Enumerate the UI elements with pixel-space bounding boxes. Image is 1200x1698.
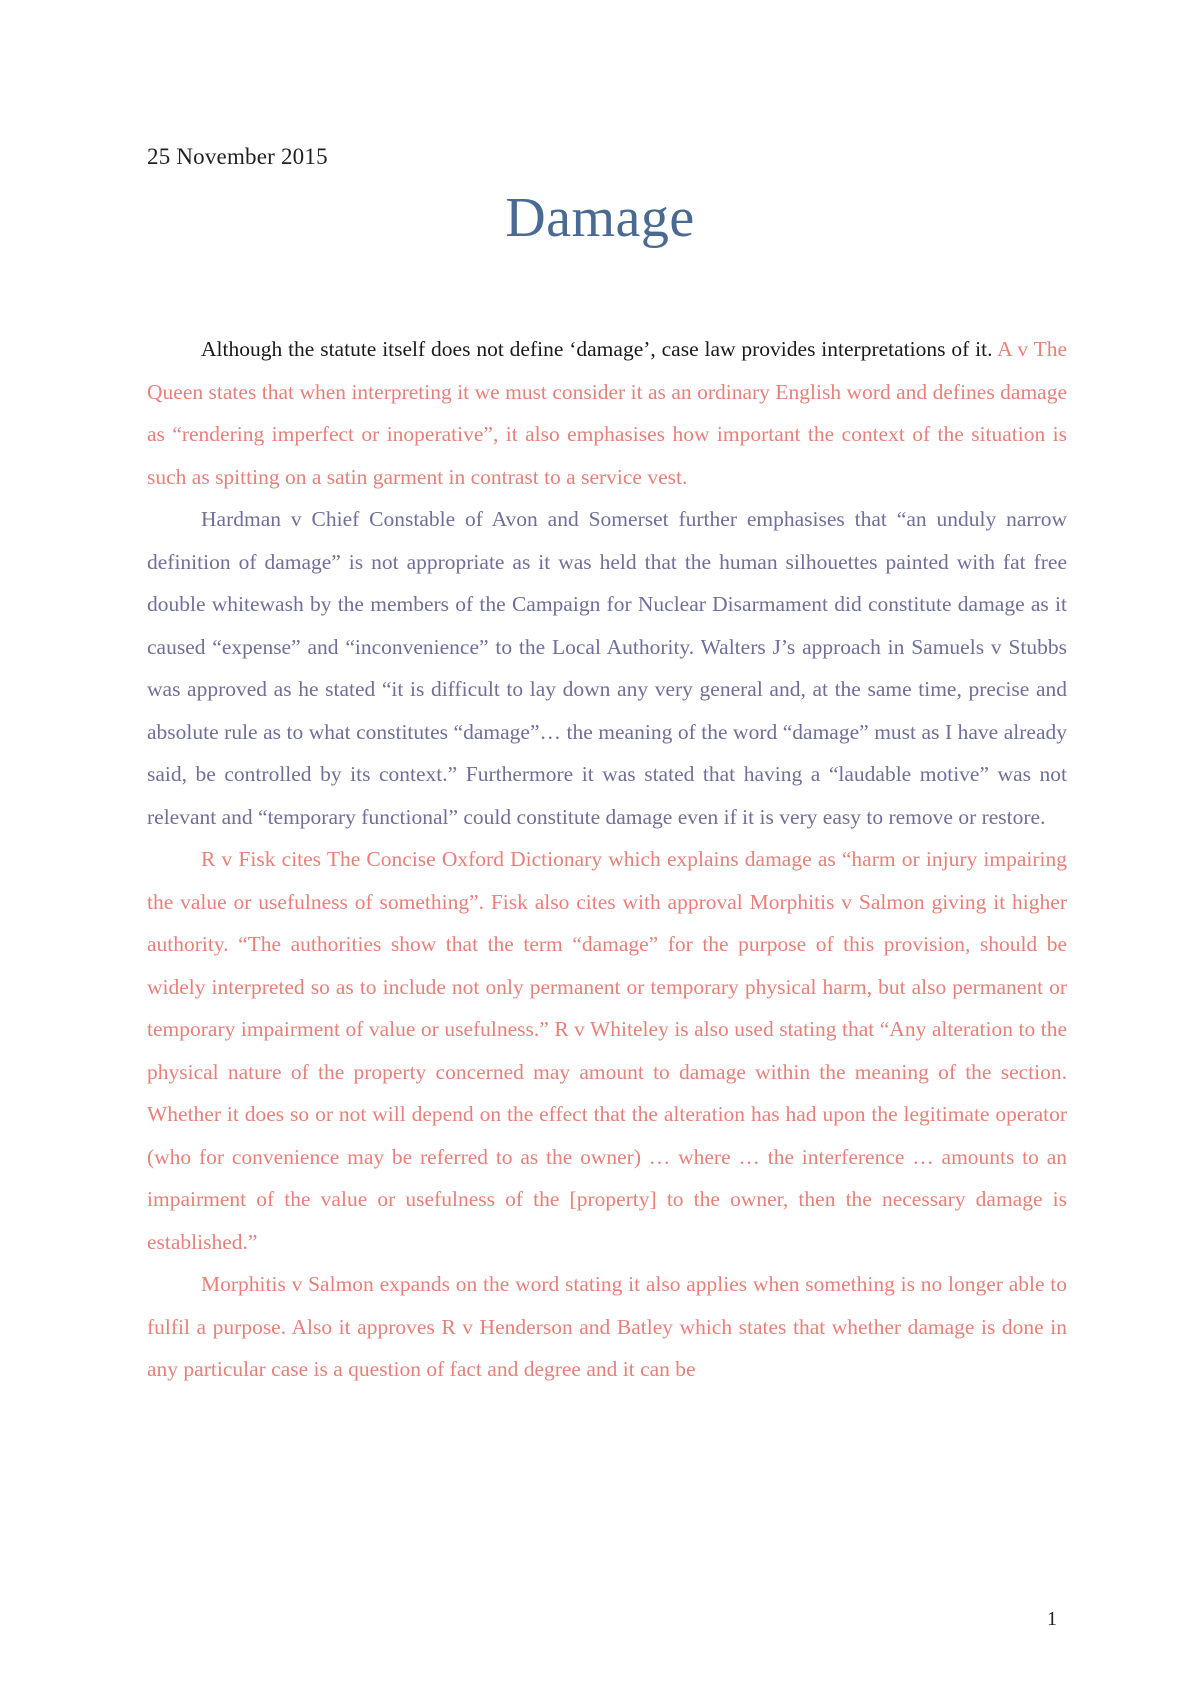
- paragraph-1: [147, 328, 1067, 498]
- paragraph-2: Hardman v Chief Constable of Avon and Somerset further emphasises that “an unduly narrow definition of damage” is not appropriate as it was held that the human silhouettes painted with fat free double whitewash by the members of the Campaign for Nuclear Disarmament did constitute damage as it caused “expense” and “inconvenience” to the Local Authority. Walters J’s approach in Samuels v Stubbs was approved as he stated “it is difficult to lay down any very general and, at the same time, precise and absolute rule as to what constitutes “damage”… the meaning of the word “damage” must as I have already said, be controlled by its context.” Furthermore it was stated that having a “laudable motive” was not relevant and “temporary functional” could constitute damage even if it is very easy to remove or restore.: [147, 507, 1067, 829]
- paragraph-3: R v Fisk cites The Concise Oxford Dictionary which explains damage as “harm or injury impairing the value or usefulness of something”. Fisk also cites with approval Morphitis v Salmon giving it higher authority. “The authorities show that the term “damage” for the purpose of this provision, should be widely interpreted so as to include not only permanent or temporary physical harm, but also permanent or temporary impairment of value or usefulness.” R v Whiteley is also used stating that “Any alteration to the physical nature of the property concerned may amount to damage within the meaning of the section. Whether it does so or not will depend on the effect that the alteration has had upon the legitimate operator (who for convenience may be referred to as the owner) … where … the interference … amounts to an impairment of the value or usefulness of the [property] to the owner, then the necessary damage is established.”: [147, 847, 1067, 1254]
- document-title: Damage: [505, 187, 695, 249]
- page-number: 1: [1047, 1608, 1057, 1630]
- paragraph-1-intro: Although the statute itself does not define ‘damage’, case law provides interpretations of it.: [201, 337, 993, 361]
- paragraph-1-a-v-queen: A v The Queen states that when interpreting it we must consider it as an ordinary English word and defines damage as “rendering imperfect or inoperative”, it also emphasises how important the context of the situation is such as spitting on a satin garment in contrast to a service vest.: [147, 337, 1067, 489]
- document-body: [147, 328, 1067, 1391]
- document-date: 25 November 2015: [147, 144, 328, 169]
- paragraph-4: Morphitis v Salmon expands on the word stating it also applies when something is no longer able to fulfil a purpose. Also it approves R v Henderson and Batley which states that whether damage is done in any particular case is a question of fact and degree and it can be: [147, 1272, 1067, 1381]
